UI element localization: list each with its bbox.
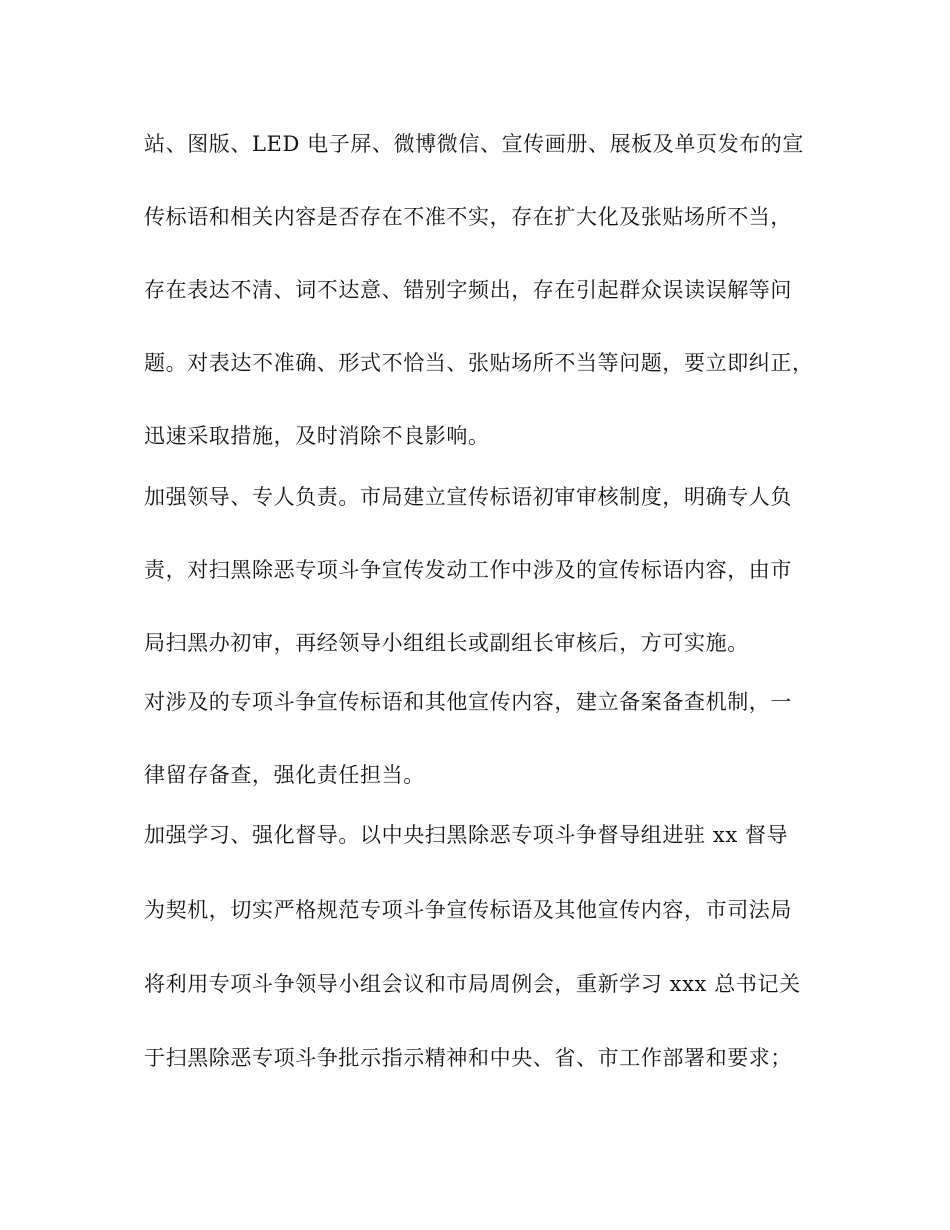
paragraph-1-line-4: 题。对表达不准确、形式不恰当、张贴场所不当等问题，要立即纠正， xyxy=(144,351,814,375)
paragraph-4-line-2: 为契机，切实严格规范专项斗争宣传标语及其他宣传内容，市司法局 xyxy=(144,898,792,922)
paragraph-1-line-2: 传标语和相关内容是否存在不准不实，存在扩大化及张贴场所不当， xyxy=(144,205,792,229)
paragraph-1-line-1: 站、图版、LED 电子屏、微博微信、宣传画册、展板及单页发布的宣 xyxy=(144,132,804,156)
paragraph-1-line-5: 迅速采取措施，及时消除不良影响。 xyxy=(144,424,490,448)
paragraph-4-line-4: 于扫黑除恶专项斗争批示指示精神和中央、省、市工作部署和要求； xyxy=(144,1046,792,1070)
paragraph-1-line-3: 存在表达不清、词不达意、错别字频出，存在引起群众误读误解等问 xyxy=(144,278,792,302)
paragraph-2-line-3: 局扫黑办初审，再经领导小组组长或副组长审核后，方可实施。 xyxy=(144,631,749,655)
paragraph-3-line-2: 律留存备查，强化责任担当。 xyxy=(144,763,425,787)
paragraph-2-line-1: 加强领导、专人负责。市局建立宣传标语初审审核制度，明确专人负 xyxy=(144,485,792,509)
paragraph-4-line-1: 加强学习、强化督导。以中央扫黑除恶专项斗争督导组进驻 xx 督导 xyxy=(144,823,789,847)
paragraph-4-line-3: 将利用专项斗争领导小组会议和市局周例会，重新学习 xxx 总书记关 xyxy=(144,972,801,996)
paragraph-2-line-2: 责，对扫黑除恶专项斗争宣传发动工作中涉及的宣传标语内容，由市 xyxy=(144,558,792,582)
paragraph-3-line-1: 对涉及的专项斗争宣传标语和其他宣传内容，建立备案备查机制，一 xyxy=(144,690,792,714)
